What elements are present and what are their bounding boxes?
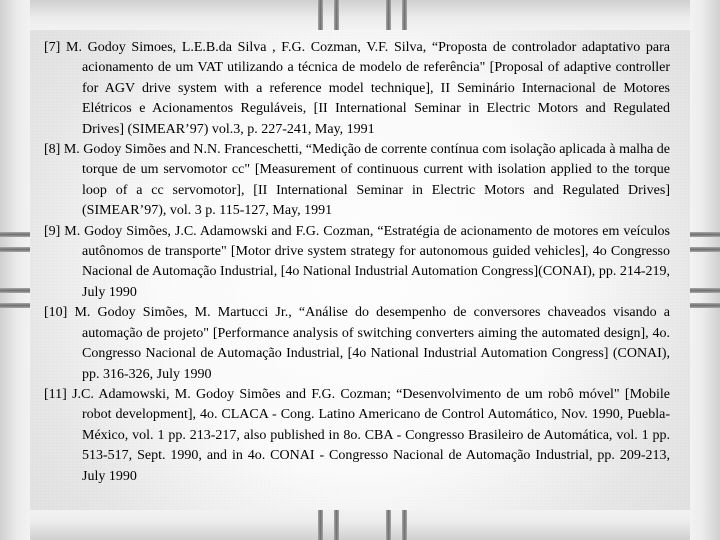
reference-label: [10] xyxy=(44,305,68,321)
frame-ornament xyxy=(334,0,339,30)
frame-ornament xyxy=(690,232,720,237)
frame-ornament xyxy=(690,247,720,252)
reference-8 xyxy=(44,140,670,222)
reference-label: [7] xyxy=(44,40,61,55)
reference-label: [11] xyxy=(44,386,67,402)
reference-text: J.C. Adamowski, M. Godoy Simões and F.G. Cozman; “Desenvolvimento de um robô móvel" [Mobile robot development], 4o. CLACA - Cong. Latino Americano de Control Automático, Nov. 1990, Puebla-México, vol. 1 pp. 213-217, also published in 8o. CBA - Congresso Brasileiro de Automática, vol. 1 pp. 513-517, Sept. 1990, and in 4o. CONAI - Congresso Nacional de Automação Industrial, pp. 209-213, July 1990 xyxy=(72,386,671,484)
frame-ornament xyxy=(690,303,720,308)
reference-text: M. Godoy Simões, J.C. Adamowski and F.G. Cozman, “Estratégia de acionamento de motores em veículos autônomos de transporte" [Motor drive system strategy for autonomous guided vehicles], 4o Congresso Nacional de Automação Industrial, [4o National Industrial Automation Congress](CONAI), pp. 214-219, July 1990 xyxy=(64,223,670,300)
reference-7 xyxy=(44,38,670,140)
frame-right xyxy=(690,0,720,540)
frame-ornament xyxy=(690,288,720,293)
reference-label: [8] xyxy=(44,142,61,158)
frame-ornament xyxy=(0,303,30,308)
frame-ornament xyxy=(318,0,323,30)
frame-ornament xyxy=(402,0,407,30)
frame-left xyxy=(0,0,30,540)
frame-ornament xyxy=(318,510,323,540)
reference-text: M. Godoy Simões, M. Martucci Jr., “Análise do desempenho de conversores chaveados visando a automação de projeto" [Performance analysis of switching converters aiming the automated design], 4o. Congresso Nacional de Automação Industrial, [4o National Industrial Automation Congress] (CONAI), pp. 316-326, July 1990 xyxy=(74,305,670,382)
reference-text: M. Godoy Simoes, L.E.B.da Silva , F.G. Cozman, V.F. Silva, “Proposta de controlador adaptativo para acionamento de um VAT utilizando a técnica de modelo de referência" [Proposal of adaptive controller for AGV drive system with a reference model technique], II Seminário Internacional de Motores Elétricos e Acionamentos Reguláveis, [II International Seminar in Electric Motors and Regulated Drives] (SIMEAR’97) vol.3, p. 227-241, May, 1991 xyxy=(66,40,671,137)
frame-ornament xyxy=(0,288,30,293)
reference-list xyxy=(44,38,670,487)
frame-ornament xyxy=(402,510,407,540)
reference-label: [9] xyxy=(44,223,61,239)
reference-10 xyxy=(44,303,670,385)
frame-ornament xyxy=(386,0,391,30)
frame-ornament xyxy=(386,510,391,540)
reference-11 xyxy=(44,385,670,487)
reference-text: M. Godoy Simões and N.N. Franceschetti, “Medição de corrente contínua com isolação aplicada à malha de torque de um servomotor cc" [Measurement of continuous current with isolation applied to the torque loop of a cc servomotor], [II International Seminar in Electric Motors and Regulated Drives] (SIMEAR’97), vol. 3 p. 115-127, May, 1991 xyxy=(63,142,670,219)
frame-ornament xyxy=(334,510,339,540)
frame-ornament xyxy=(0,247,30,252)
reference-9 xyxy=(44,222,670,304)
frame-ornament xyxy=(0,232,30,237)
frame-top xyxy=(0,0,720,30)
frame-bottom xyxy=(0,510,720,540)
